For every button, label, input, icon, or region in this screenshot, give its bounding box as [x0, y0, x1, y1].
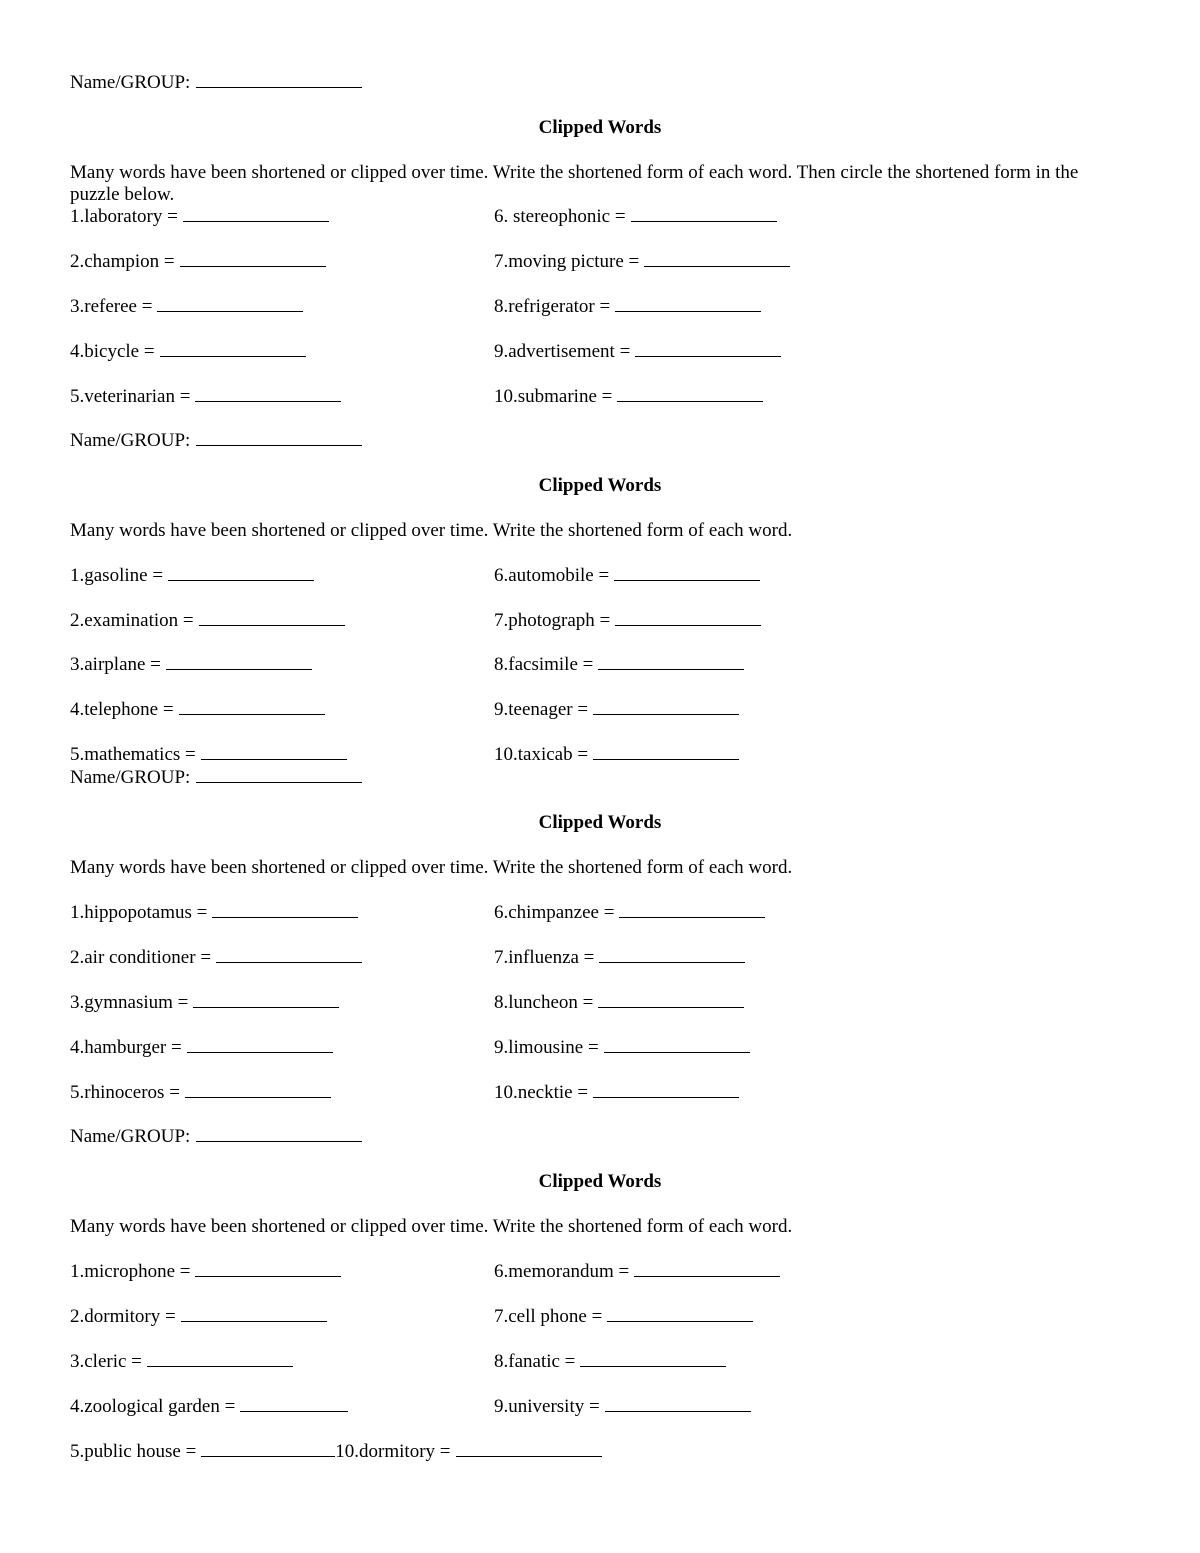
answer-blank[interactable]: [240, 1397, 348, 1412]
answer-blank[interactable]: [631, 207, 777, 222]
worksheet-item: 9.limousine =: [494, 1037, 750, 1059]
name-group-row: [70, 430, 362, 452]
answer-blank[interactable]: [604, 1038, 750, 1053]
answer-blank[interactable]: [181, 1307, 327, 1322]
name-group-blank[interactable]: [196, 73, 362, 88]
answer-blank[interactable]: [185, 1083, 331, 1098]
worksheet-item: 9.advertisement =: [494, 341, 781, 363]
answer-blank[interactable]: [201, 745, 347, 760]
answer-blank[interactable]: [593, 700, 739, 715]
answer-blank[interactable]: [617, 387, 763, 402]
worksheet-item: 5.veterinarian =: [70, 386, 341, 408]
answer-blank[interactable]: [634, 1262, 780, 1277]
answer-blank[interactable]: [212, 903, 358, 918]
worksheet-item: 3.airplane =: [70, 654, 312, 676]
answer-blank[interactable]: [216, 948, 362, 963]
worksheet-item: 7.influenza =: [494, 947, 745, 969]
worksheet-item: 10.submarine =: [494, 386, 763, 408]
answer-blank[interactable]: [160, 342, 306, 357]
name-group-row: [70, 1126, 362, 1148]
worksheet-item: 4.zoological garden =: [70, 1396, 348, 1418]
worksheet-item: 6.automobile =: [494, 565, 760, 587]
worksheet-item: 2.dormitory =: [70, 1306, 327, 1328]
instructions: Many words have been shortened or clipped over time. Write the shortened form of each word.: [70, 1216, 793, 1237]
answer-blank[interactable]: [615, 297, 761, 312]
answer-blank[interactable]: [580, 1352, 726, 1367]
answer-blank[interactable]: [619, 903, 765, 918]
worksheet-item: 6.chimpanzee =: [494, 902, 765, 924]
answer-blank[interactable]: [605, 1397, 751, 1412]
worksheet-item: 1.laboratory =: [70, 206, 329, 228]
worksheet-item: 1.hippopotamus =: [70, 902, 358, 924]
answer-blank[interactable]: [166, 655, 312, 670]
name-group-row: [70, 767, 362, 789]
worksheet-item: 3.gymnasium =: [70, 992, 339, 1014]
worksheet-item: 9.university =: [494, 1396, 751, 1418]
answer-blank[interactable]: [593, 1083, 739, 1098]
worksheet-item: 8.refrigerator =: [494, 296, 761, 318]
name-group-label: Name/GROUP:: [70, 430, 191, 451]
answer-blank[interactable]: [614, 566, 760, 581]
worksheet-item: 8.luncheon =: [494, 992, 744, 1014]
worksheet-item: 8.fanatic =: [494, 1351, 726, 1373]
worksheet-item: 6.memorandum =: [494, 1261, 780, 1283]
worksheet-item: 7.photograph =: [494, 610, 761, 632]
instructions: Many words have been shortened or clipped over time. Write the shortened form of each word. Then circle the shortened form in the puzzle below.: [70, 162, 1079, 205]
worksheet-item: 2.examination =: [70, 610, 345, 632]
name-group-blank[interactable]: [196, 1127, 362, 1142]
answer-blank[interactable]: [599, 948, 745, 963]
worksheet-item: 7.moving picture =: [494, 251, 790, 273]
answer-blank[interactable]: [187, 1038, 333, 1053]
name-group-label: Name/GROUP:: [70, 1126, 191, 1147]
worksheet-item: 5.rhinoceros =: [70, 1082, 331, 1104]
answer-blank[interactable]: [635, 342, 781, 357]
answer-blank[interactable]: [195, 1262, 341, 1277]
worksheet-item: 1.gasoline =: [70, 565, 314, 587]
instructions: Many words have been shortened or clipped over time. Write the shortened form of each word.: [70, 520, 793, 541]
worksheet-item: 4.bicycle =: [70, 341, 306, 363]
answer-blank[interactable]: [180, 252, 326, 267]
answer-blank[interactable]: [179, 700, 325, 715]
name-group-blank[interactable]: [196, 431, 362, 446]
worksheet-title: Clipped Words: [538, 117, 662, 138]
worksheet-item: 2.air conditioner =: [70, 947, 362, 969]
answer-blank[interactable]: [598, 993, 744, 1008]
answer-blank[interactable]: [607, 1307, 753, 1322]
answer-blank[interactable]: [195, 387, 341, 402]
answer-blank[interactable]: [598, 655, 744, 670]
worksheet-item: 1.microphone =: [70, 1261, 341, 1283]
worksheet-item: 8.facsimile =: [494, 654, 744, 676]
worksheet-item: 2.champion =: [70, 251, 326, 273]
answer-blank[interactable]: [157, 297, 303, 312]
instructions: Many words have been shortened or clipped over time. Write the shortened form of each word.: [70, 857, 793, 878]
answer-blank[interactable]: [644, 252, 790, 267]
worksheet-title: Clipped Words: [538, 1171, 662, 1192]
name-group-label: Name/GROUP:: [70, 72, 191, 93]
worksheet-item: 6. stereophonic =: [494, 206, 777, 228]
worksheet-item: 3.referee =: [70, 296, 303, 318]
name-group-label: Name/GROUP:: [70, 767, 191, 788]
answer-blank[interactable]: [183, 207, 329, 222]
worksheet-title: Clipped Words: [538, 475, 662, 496]
answer-blank[interactable]: [193, 993, 339, 1008]
answer-blank[interactable]: [147, 1352, 293, 1367]
answer-blank[interactable]: [199, 611, 345, 626]
worksheet-item: 10.taxicab =: [494, 744, 739, 766]
answer-blank[interactable]: [168, 566, 314, 581]
worksheet-title: Clipped Words: [538, 812, 662, 833]
worksheet-item: 3.cleric =: [70, 1351, 293, 1373]
worksheet-item: 5.public house = 10.dormitory =: [70, 1441, 602, 1463]
worksheet-item: 9.teenager =: [494, 699, 739, 721]
answer-blank[interactable]: [201, 1442, 335, 1457]
answer-blank[interactable]: [456, 1442, 602, 1457]
worksheet-item: 5.mathematics =: [70, 744, 347, 766]
name-group-row: [70, 72, 362, 94]
answer-blank[interactable]: [615, 611, 761, 626]
answer-blank[interactable]: [593, 745, 739, 760]
worksheet-item: 10.necktie =: [494, 1082, 739, 1104]
name-group-blank[interactable]: [196, 768, 362, 783]
worksheet-item: 7.cell phone =: [494, 1306, 753, 1328]
worksheet-item: 4.telephone =: [70, 699, 325, 721]
worksheet-item: 4.hamburger =: [70, 1037, 333, 1059]
